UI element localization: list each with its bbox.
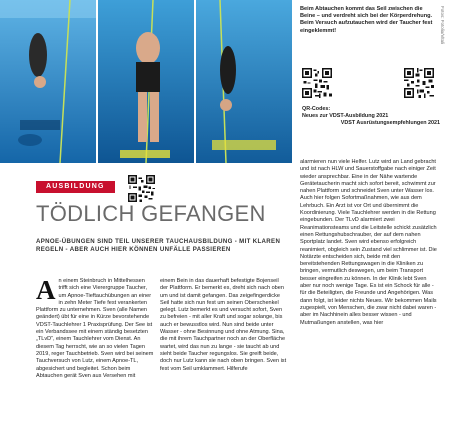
photo-credit: Fotos: Fotolia/Vitali (440, 6, 445, 45)
qr-code-vdst-ausbildung[interactable] (302, 68, 332, 98)
photo-diver-rope (98, 0, 194, 163)
qr-caption (302, 106, 440, 127)
photo-diver-trapped (196, 0, 292, 163)
article-subhead: APNOE-ÜBUNGEN SIND TEIL UNSERER TAUCHAUSBILDUNG - MIT KLAREN REGELN - ABER AUCH HIER KÖNNEN UNFÄLLE PASSIEREN (36, 238, 281, 254)
qr-code-vdst-ausruestung[interactable] (404, 68, 434, 98)
article-column-3: alarmieren nun viele Helfer. Lutz wird an Land gebracht und ist nach HLW und Sauerstoffgabe nach einiger Zeit wieder ansprechbar. Eine in der Nähe wartende Gerätetaucherin macht sich sofort bereit, schwimmt zur nahen Plattform und schneidet Sven unter Wasser los. Auch hier folgen Sofortmaßnahmen, wie aus dem Lehrbuch. Ein Arzt ist vor Ort und übernimmt die Koordinierung. Viele Tauchlehrer werden in die Rettung eingebunden. Der TLvD alarmiert zwei Reanimationsteams und die Leitstelle schickt zusätzlich einen Rettungshubschrauber, der auf dem nahen Sportplatz landet. Sven wird ebenso erfolgreich reanimiert, obgleich sein Zustand viel schlimmer ist. Die Notärzte entscheiden sich, beide mit den bereitstehenden Rettungswagen in die Kliniken zu bringen, vermutlich deswegen, um beim Transport besser eingreifen zu können. In der Klinik lebt Sven aber nur noch wenige Tage. Es ist ein Schock für alle - für die Beteiligten, die Freunde und Angehörigen. Was dann folgt, ist leider nichts Neues. Wir bekommen Mails zugespielt, von Menschen, die zwar nicht dabei waren - aber im Nachhinein alles besser wissen - und Mutmaßungen anstellen, was hier (300, 159, 437, 326)
article-column-1-text: n einem Steinbruch in Mittelhessen trifft sich eine Vierergruppe Taucher, um Apnoe-Tieftauchübungen an einer in zehn Meter Tiefe fest verankerten Plattform zu unternehmen. Sven (alle Namen geändert) übt für eine in Kürze bevorstehende VDST-Tauchlehrer 1 Praxisprüfung. Der See ist ein Verbandssee mit einem ständig besetzten „TLvD“, einem Tauchlehrer vom Dienst. An diesem Tag herrscht, wie an so vielen Tagen 2019, reger Tauchbetrieb. Sven wird bei seinem Tauchversuch von Lutz, einem Apnoe-TL, abgesichert und begleitet. Schon beim Abtauchen gerät Sven aus Versehen mit (36, 278, 154, 379)
section-kicker: AUSBILDUNG (36, 181, 115, 193)
qr-code-article[interactable] (128, 175, 155, 202)
qr-caption-title: QR-Codes: (302, 106, 331, 112)
photo-caption: Beim Abtauchen kommt das Seil zwischen die Beine – und verdreht sich bei der Körperdrehung. Beim Versuch aufzutauchen wird der Taucher fest eingeklemmt! (300, 6, 433, 34)
qr-caption-line-2: VDST Ausrüstungsempfehlungen 2021 (340, 120, 440, 126)
qr-caption-line-1: Neues zur VDST-Ausbildung 2021 (302, 113, 389, 119)
photo-strip (0, 0, 292, 163)
article-column-2: einem Bein in das dauerhaft befestigte Bojenseil der Plattform. Er bemerkt es, dreht sich nach oben um und ist damit gefangen. Das zeigefingerdicke Seil hatte sich nun fest um seinen Oberschenkel gelegt. Lutz bemerkt es und versucht sofort, Sven zu befreien - mit aller Kraft und sogar solange, bis auch er bewusstlos wird. Nun sind beide unter Wasser - ohne Besinnung und ohne Atmung. Sina, die mit ihrem Tauchpartner noch an der Oberfläche wartet, wird das nun zu lange - sie taucht ab und sieht beide Taucher regungslos. Sie greift beide, doch nur Lutz kann sie nach oben bringen. Sven ist fest vom Seil umklammert. Hilferufe (160, 278, 287, 372)
photo-diver-ascending (0, 0, 96, 163)
article-headline: TÖDLICH GEFANGEN (36, 201, 266, 226)
article-column-1 (36, 275, 154, 380)
drop-cap: A (36, 275, 56, 305)
